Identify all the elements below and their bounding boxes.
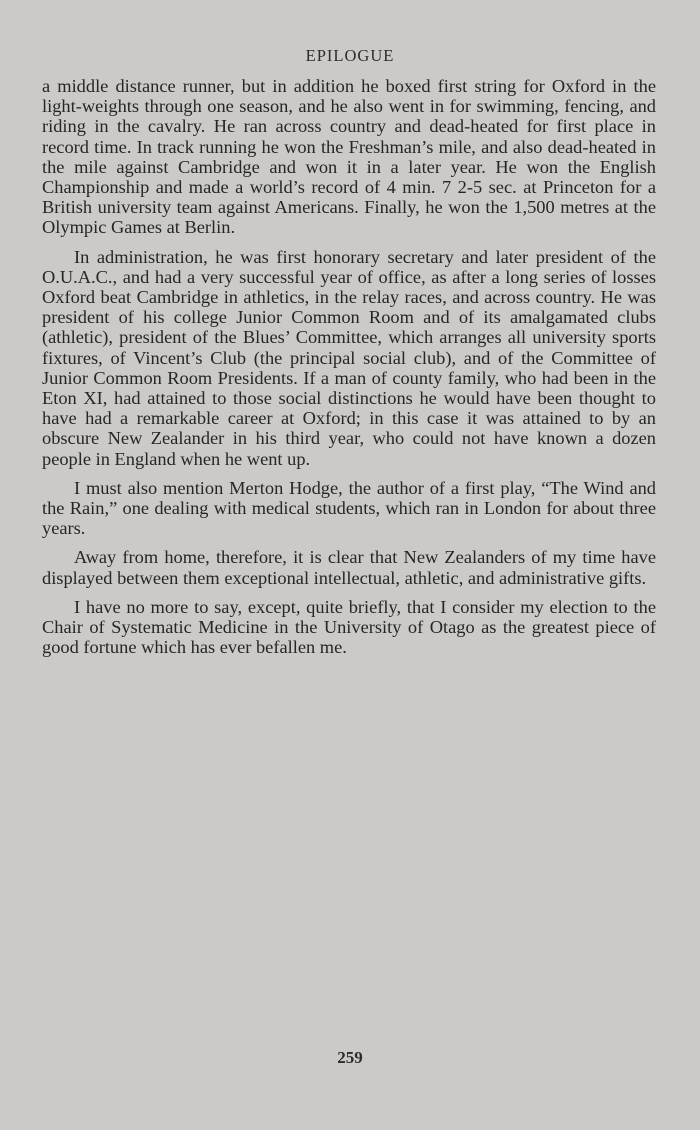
- paragraph: Away from home, therefore, it is clear that New Zealanders of my time have displayed between them exceptional intellectual, athletic, and administrative gifts.: [42, 547, 656, 588]
- page-number: 259: [337, 1048, 363, 1067]
- running-head: EPILOGUE: [305, 46, 395, 65]
- paragraph: I must also mention Merton Hodge, the author of a first play, “The Wind and the Rain,” one dealing with medical students, which ran in London for about three years.: [42, 477, 656, 539]
- paragraph: In administration, he was first honorary secretary and later president of the O.U.A.C., and had a very successful year of office, as after a long series of losses Oxford beat Cambridge in athletics, in the relay races, and across country. He was president of his college Junior Common Room and of its amalgamated clubs (athletic), president of the Blues’ Committee, which arranges all university sports fixtures, of Vincent’s Club (the principal social club), and of the Committee of Junior Common Room Presidents. If a man of county family, who had been in the Eton XI, had attained to those social distinctions he would have been thought to have had a remarkable career at Oxford; in this case it was attained to by an obscure New Zealander in his third year, who could not have known a dozen people in England when he went up.: [42, 246, 656, 469]
- body-text: [42, 76, 656, 666]
- paragraph: I have no more to say, except, quite briefly, that I consider my election to the Chair of Systematic Medicine in the University of Otago as the greatest piece of good fortune which has ever befallen me.: [42, 596, 656, 658]
- paragraph: a middle distance runner, but in addition he boxed first string for Oxford in the light-weights through one season, and he also went in for swimming, fencing, and riding in the cavalry. He ran across country and dead-heated for first place in record time. In track running he won the Freshman’s mile, and also dead-heated in the mile against Cambridge and won it in a later year. He won the English Championship and made a world’s record of 4 min. 7 2-5 sec. at Princeton for a British university team against Americans. Finally, he won the 1,500 metres at the Olympic Games at Berlin.: [42, 76, 656, 238]
